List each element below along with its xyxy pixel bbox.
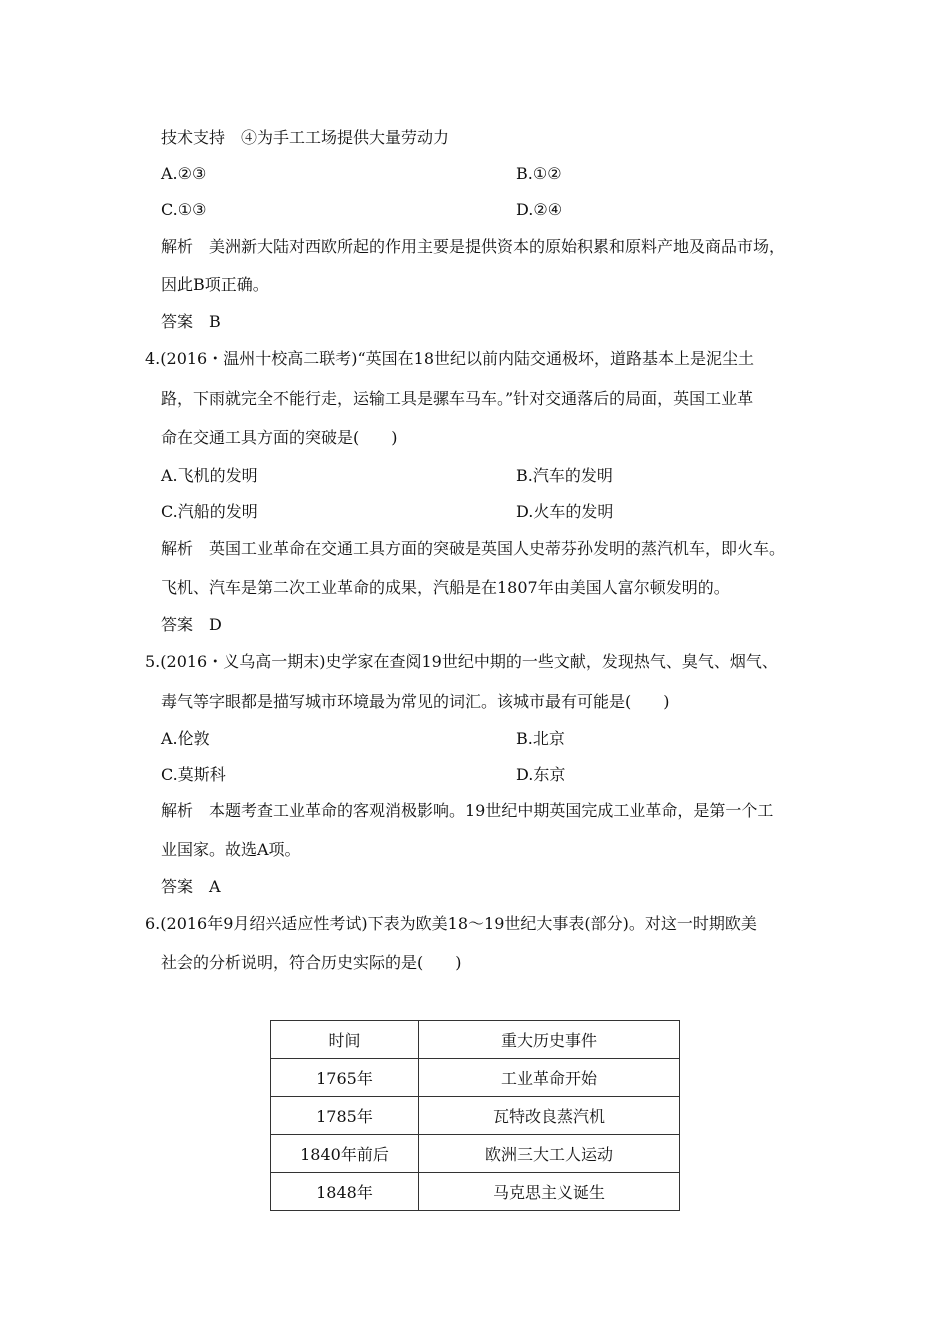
table-row: [271, 1097, 680, 1135]
q6-stem-line-1: 6.(2016年9月绍兴适应性考试)下表为欧美18～19世纪大事表(部分)。对这一时期欧美: [145, 914, 757, 933]
table-cell-time: 1785年: [271, 1097, 419, 1135]
q4-option-c: C.汽船的发明: [161, 502, 258, 521]
q3-analysis-line-1: 解析 美洲新大陆对西欧所起的作用主要是提供资本的原始积累和原料产地及商品市场，: [161, 237, 786, 256]
q5-answer: 答案 A: [161, 877, 221, 896]
q4-analysis-line-2: 飞机、汽车是第二次工业革命的成果，汽船是在1807年由美国人富尔顿发明的。: [161, 578, 730, 597]
table-cell-time: 1848年: [271, 1173, 419, 1211]
table-header-event: 重大历史事件: [419, 1021, 680, 1059]
table-row: [271, 1135, 680, 1173]
q4-option-d: D.火车的发明: [516, 502, 614, 521]
q4-option-b: B.汽车的发明: [516, 466, 613, 485]
table-row: [271, 1173, 680, 1211]
q4-analysis-line-1: 解析 英国工业革命在交通工具方面的突破是英国人史蒂芬孙发明的蒸汽机车，即火车。: [161, 539, 786, 558]
q4-answer: 答案 D: [161, 615, 222, 634]
q5-option-c: C.莫斯科: [161, 765, 226, 784]
table-cell-event: 马克思主义诞生: [419, 1173, 680, 1211]
q4-stem-line-3: 命在交通工具方面的突破是( ): [161, 428, 398, 447]
table-cell-event: 瓦特改良蒸汽机: [419, 1097, 680, 1135]
table-row: [271, 1059, 680, 1097]
q3-analysis-line-2: 因此B项正确。: [161, 275, 269, 294]
q3-option-a: A.②③: [161, 164, 207, 183]
q6-stem-line-2: 社会的分析说明，符合历史实际的是( ): [161, 953, 462, 972]
table-header-time: 时间: [271, 1021, 419, 1059]
table-cell-time: 1765年: [271, 1059, 419, 1097]
q4-stem-line-1: 4.(2016・温州十校高二联考)“英国在18世纪以前内陆交通极坏，道路基本上是泥尘土: [145, 349, 755, 368]
q4-stem-line-2: 路，下雨就完全不能行走，运输工具是骡车马车。”针对交通落后的局面，英国工业革: [161, 389, 754, 408]
table-header-row: [271, 1021, 680, 1059]
q5-analysis-line-1: 解析 本题考查工业革命的客观消极影响。19世纪中期英国完成工业革命，是第一个工: [161, 801, 774, 820]
table-cell-time: 1840年前后: [271, 1135, 419, 1173]
q5-analysis-line-2: 业国家。故选A项。: [161, 840, 301, 859]
events-table: [270, 1020, 680, 1211]
q3-option-c: C.①③: [161, 200, 207, 219]
q3-option-b: B.①②: [516, 164, 562, 183]
q3-answer: 答案 B: [161, 312, 221, 331]
q5-option-b: B.北京: [516, 729, 565, 748]
q5-option-a: A.伦敦: [161, 729, 210, 748]
table-cell-event: 欧洲三大工人运动: [419, 1135, 680, 1173]
q3-option-line-tail: 技术支持 ④为手工工场提供大量劳动力: [161, 128, 450, 147]
q5-stem-line-1: 5.(2016・义乌高一期末)史学家在查阅19世纪中期的一些文献，发现热气、臭气、烟气、: [145, 652, 778, 671]
q4-option-a: A.飞机的发明: [161, 466, 258, 485]
q5-option-d: D.东京: [516, 765, 566, 784]
q3-option-d: D.②④: [516, 200, 563, 219]
q5-stem-line-2: 毒气等字眼都是描写城市环境最为常见的词汇。该城市最有可能是( ): [161, 692, 670, 711]
table-cell-event: 工业革命开始: [419, 1059, 680, 1097]
